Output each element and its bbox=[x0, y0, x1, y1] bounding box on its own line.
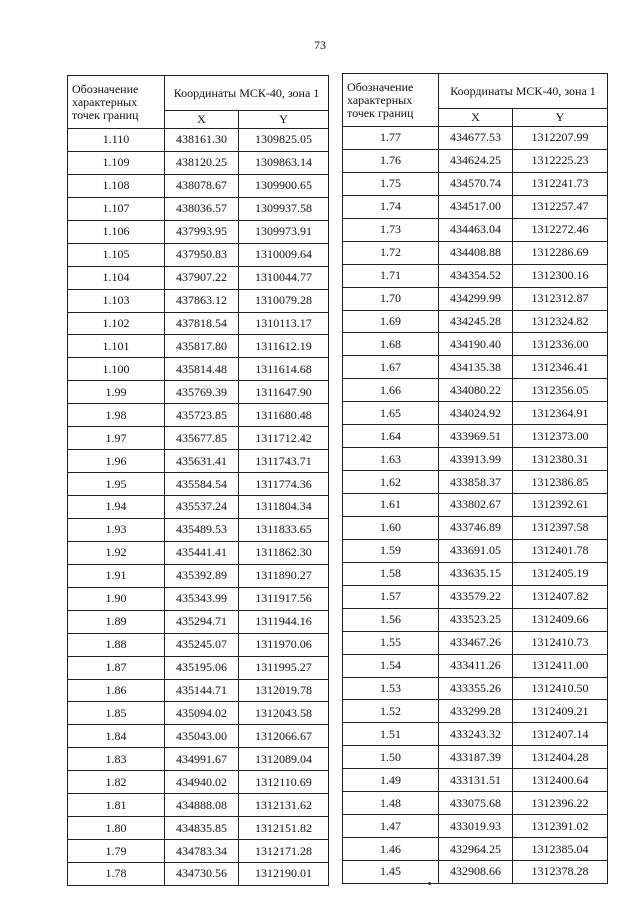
coordinates-table-left bbox=[67, 75, 329, 886]
table-row bbox=[343, 310, 608, 333]
table-row bbox=[343, 585, 608, 608]
table-row bbox=[343, 494, 608, 517]
y-cell: 1312346.41 bbox=[513, 356, 608, 379]
x-cell: 433858.37 bbox=[439, 471, 513, 494]
table-row bbox=[343, 264, 608, 287]
y-cell: 1312207.99 bbox=[513, 127, 608, 150]
point-id-cell: 1.109 bbox=[68, 151, 165, 174]
y-cell: 1310044.77 bbox=[239, 266, 329, 289]
y-cell: 1312407.82 bbox=[513, 585, 608, 608]
point-id-cell: 1.78 bbox=[68, 863, 165, 886]
table-row bbox=[68, 587, 329, 610]
y-cell: 1312019.78 bbox=[239, 679, 329, 702]
y-cell: 1312378.28 bbox=[513, 861, 608, 884]
x-cell: 434835.85 bbox=[165, 817, 239, 840]
table-row bbox=[343, 608, 608, 631]
y-cell: 1311612.19 bbox=[239, 335, 329, 358]
point-id-cell: 1.87 bbox=[68, 656, 165, 679]
y-cell: 1309863.14 bbox=[239, 151, 329, 174]
y-cell: 1312397.58 bbox=[513, 516, 608, 539]
x-cell: 435144.71 bbox=[165, 679, 239, 702]
table-row bbox=[343, 379, 608, 402]
table-row bbox=[68, 518, 329, 541]
y-cell: 1312410.73 bbox=[513, 631, 608, 654]
y-cell: 1310079.28 bbox=[239, 289, 329, 312]
x-cell: 434991.67 bbox=[165, 748, 239, 771]
table-row bbox=[343, 539, 608, 562]
x-cell: 435392.89 bbox=[165, 564, 239, 587]
point-id-cell: 1.108 bbox=[68, 174, 165, 197]
table-row bbox=[343, 172, 608, 195]
point-id-cell: 1.45 bbox=[343, 861, 439, 884]
y-cell: 1312373.00 bbox=[513, 425, 608, 448]
point-id-cell: 1.75 bbox=[343, 172, 439, 195]
y-cell: 1311944.16 bbox=[239, 610, 329, 633]
x-cell: 437818.54 bbox=[165, 312, 239, 335]
table-row bbox=[68, 266, 329, 289]
table-row bbox=[343, 402, 608, 425]
x-cell: 434677.53 bbox=[439, 127, 513, 150]
x-cell: 432908.66 bbox=[439, 861, 513, 884]
header-y: Y bbox=[239, 111, 329, 129]
table-row bbox=[68, 840, 329, 863]
table-row bbox=[68, 794, 329, 817]
y-cell: 1311680.48 bbox=[239, 404, 329, 427]
y-cell: 1312190.01 bbox=[239, 863, 329, 886]
point-id-cell: 1.91 bbox=[68, 564, 165, 587]
x-cell: 434190.40 bbox=[439, 333, 513, 356]
y-cell: 1311614.68 bbox=[239, 358, 329, 381]
point-id-cell: 1.82 bbox=[68, 771, 165, 794]
scan-dot bbox=[428, 882, 431, 885]
point-id-cell: 1.70 bbox=[343, 287, 439, 310]
point-id-cell: 1.63 bbox=[343, 448, 439, 471]
point-id-cell: 1.56 bbox=[343, 608, 439, 631]
point-id-cell: 1.80 bbox=[68, 817, 165, 840]
x-cell: 433243.32 bbox=[439, 723, 513, 746]
y-cell: 1312286.69 bbox=[513, 241, 608, 264]
table-row bbox=[68, 610, 329, 633]
table-row bbox=[68, 633, 329, 656]
x-cell: 435814.48 bbox=[165, 358, 239, 381]
x-cell: 434299.99 bbox=[439, 287, 513, 310]
table-row bbox=[68, 174, 329, 197]
table-row bbox=[343, 769, 608, 792]
table-row bbox=[343, 631, 608, 654]
table-row bbox=[68, 564, 329, 587]
point-id-cell: 1.102 bbox=[68, 312, 165, 335]
point-id-cell: 1.68 bbox=[343, 333, 439, 356]
y-cell: 1312324.82 bbox=[513, 310, 608, 333]
table-row bbox=[343, 792, 608, 815]
x-cell: 433075.68 bbox=[439, 792, 513, 815]
x-cell: 433746.89 bbox=[439, 516, 513, 539]
y-cell: 1309973.91 bbox=[239, 220, 329, 243]
table-row bbox=[68, 129, 329, 152]
point-id-cell: 1.64 bbox=[343, 425, 439, 448]
point-id-cell: 1.85 bbox=[68, 702, 165, 725]
y-cell: 1312409.21 bbox=[513, 700, 608, 723]
x-cell: 434245.28 bbox=[439, 310, 513, 333]
y-cell: 1312380.31 bbox=[513, 448, 608, 471]
point-id-cell: 1.94 bbox=[68, 496, 165, 519]
header-coords-label: Координаты МСК-40, зона 1 bbox=[165, 76, 329, 111]
y-cell: 1311862.30 bbox=[239, 541, 329, 564]
table-row bbox=[68, 473, 329, 496]
point-id-cell: 1.49 bbox=[343, 769, 439, 792]
point-id-cell: 1.47 bbox=[343, 815, 439, 838]
y-cell: 1312410.50 bbox=[513, 677, 608, 700]
x-cell: 435769.39 bbox=[165, 381, 239, 404]
table-row bbox=[343, 861, 608, 884]
table-row bbox=[343, 241, 608, 264]
table-row bbox=[68, 450, 329, 473]
table-row bbox=[68, 656, 329, 679]
y-cell: 1309825.05 bbox=[239, 129, 329, 152]
point-id-cell: 1.60 bbox=[343, 516, 439, 539]
point-id-cell: 1.50 bbox=[343, 746, 439, 769]
x-cell: 437993.95 bbox=[165, 220, 239, 243]
point-id-cell: 1.51 bbox=[343, 723, 439, 746]
x-cell: 435817.80 bbox=[165, 335, 239, 358]
page-number: 73 bbox=[314, 38, 326, 52]
table-row bbox=[68, 748, 329, 771]
x-cell: 437863.12 bbox=[165, 289, 239, 312]
table-row bbox=[343, 448, 608, 471]
x-cell: 435631.41 bbox=[165, 450, 239, 473]
y-cell: 1312392.61 bbox=[513, 494, 608, 517]
header-x: X bbox=[439, 109, 513, 127]
x-cell: 432964.25 bbox=[439, 838, 513, 861]
table-row bbox=[343, 677, 608, 700]
x-cell: 434463.04 bbox=[439, 218, 513, 241]
y-cell: 1309900.65 bbox=[239, 174, 329, 197]
y-cell: 1312364.91 bbox=[513, 402, 608, 425]
point-id-cell: 1.100 bbox=[68, 358, 165, 381]
x-cell: 438078.67 bbox=[165, 174, 239, 197]
x-cell: 434570.74 bbox=[439, 172, 513, 195]
x-cell: 438161.30 bbox=[165, 129, 239, 152]
y-cell: 1312066.67 bbox=[239, 725, 329, 748]
point-id-cell: 1.48 bbox=[343, 792, 439, 815]
x-cell: 433355.26 bbox=[439, 677, 513, 700]
point-id-cell: 1.55 bbox=[343, 631, 439, 654]
y-cell: 1312411.00 bbox=[513, 654, 608, 677]
table-row bbox=[68, 289, 329, 312]
table-row bbox=[68, 817, 329, 840]
table-row bbox=[68, 381, 329, 404]
x-cell: 434080.22 bbox=[439, 379, 513, 402]
y-cell: 1312272.46 bbox=[513, 218, 608, 241]
point-id-cell: 1.90 bbox=[68, 587, 165, 610]
x-cell: 434135.38 bbox=[439, 356, 513, 379]
x-cell: 438036.57 bbox=[165, 197, 239, 220]
table-row bbox=[343, 516, 608, 539]
x-cell: 433691.05 bbox=[439, 539, 513, 562]
y-cell: 1310113.17 bbox=[239, 312, 329, 335]
table-row bbox=[343, 654, 608, 677]
y-cell: 1312131.62 bbox=[239, 794, 329, 817]
table-row bbox=[343, 425, 608, 448]
point-id-cell: 1.53 bbox=[343, 677, 439, 700]
point-id-cell: 1.95 bbox=[68, 473, 165, 496]
point-id-cell: 1.59 bbox=[343, 539, 439, 562]
y-cell: 1312336.00 bbox=[513, 333, 608, 356]
point-id-cell: 1.89 bbox=[68, 610, 165, 633]
y-cell: 1311647.90 bbox=[239, 381, 329, 404]
point-id-cell: 1.62 bbox=[343, 471, 439, 494]
table-row bbox=[68, 243, 329, 266]
x-cell: 435723.85 bbox=[165, 404, 239, 427]
point-id-cell: 1.106 bbox=[68, 220, 165, 243]
x-cell: 433635.15 bbox=[439, 562, 513, 585]
x-cell: 434354.52 bbox=[439, 264, 513, 287]
x-cell: 435294.71 bbox=[165, 610, 239, 633]
y-cell: 1312405.19 bbox=[513, 562, 608, 585]
table-row bbox=[343, 195, 608, 218]
point-id-cell: 1.104 bbox=[68, 266, 165, 289]
y-cell: 1312043.58 bbox=[239, 702, 329, 725]
table-body-right bbox=[343, 127, 608, 884]
y-cell: 1312171.28 bbox=[239, 840, 329, 863]
table-row bbox=[343, 356, 608, 379]
y-cell: 1312257.47 bbox=[513, 195, 608, 218]
header-point-label: Обозначение характерных точек границ bbox=[68, 76, 165, 129]
table-row bbox=[343, 333, 608, 356]
x-cell: 435094.02 bbox=[165, 702, 239, 725]
table-row bbox=[68, 541, 329, 564]
y-cell: 1312407.14 bbox=[513, 723, 608, 746]
point-id-cell: 1.81 bbox=[68, 794, 165, 817]
x-cell: 435195.06 bbox=[165, 656, 239, 679]
y-cell: 1312385.04 bbox=[513, 838, 608, 861]
table-row bbox=[343, 218, 608, 241]
y-cell: 1310009.64 bbox=[239, 243, 329, 266]
table-row bbox=[68, 725, 329, 748]
x-cell: 437950.83 bbox=[165, 243, 239, 266]
point-id-cell: 1.69 bbox=[343, 310, 439, 333]
y-cell: 1309937.58 bbox=[239, 197, 329, 220]
coordinates-table-right bbox=[342, 73, 608, 884]
x-cell: 433969.51 bbox=[439, 425, 513, 448]
x-cell: 433467.26 bbox=[439, 631, 513, 654]
x-cell: 435489.53 bbox=[165, 518, 239, 541]
point-id-cell: 1.72 bbox=[343, 241, 439, 264]
y-cell: 1312400.64 bbox=[513, 769, 608, 792]
point-id-cell: 1.54 bbox=[343, 654, 439, 677]
y-cell: 1312396.22 bbox=[513, 792, 608, 815]
x-cell: 433913.99 bbox=[439, 448, 513, 471]
y-cell: 1311917.56 bbox=[239, 587, 329, 610]
table-row bbox=[68, 335, 329, 358]
x-cell: 433579.22 bbox=[439, 585, 513, 608]
x-cell: 434517.00 bbox=[439, 195, 513, 218]
x-cell: 434888.08 bbox=[165, 794, 239, 817]
x-cell: 433019.93 bbox=[439, 815, 513, 838]
point-id-cell: 1.74 bbox=[343, 195, 439, 218]
table-body-left bbox=[68, 129, 329, 886]
point-id-cell: 1.98 bbox=[68, 404, 165, 427]
x-cell: 437907.22 bbox=[165, 266, 239, 289]
point-id-cell: 1.58 bbox=[343, 562, 439, 585]
y-cell: 1312404.28 bbox=[513, 746, 608, 769]
point-id-cell: 1.66 bbox=[343, 379, 439, 402]
y-cell: 1311774.36 bbox=[239, 473, 329, 496]
header-coords-label: Координаты МСК-40, зона 1 bbox=[439, 74, 608, 109]
x-cell: 435245.07 bbox=[165, 633, 239, 656]
point-id-cell: 1.46 bbox=[343, 838, 439, 861]
y-cell: 1312151.82 bbox=[239, 817, 329, 840]
x-cell: 433299.28 bbox=[439, 700, 513, 723]
point-id-cell: 1.97 bbox=[68, 427, 165, 450]
table-row bbox=[68, 702, 329, 725]
x-cell: 435677.85 bbox=[165, 427, 239, 450]
y-cell: 1311995.27 bbox=[239, 656, 329, 679]
y-cell: 1312225.23 bbox=[513, 149, 608, 172]
point-id-cell: 1.93 bbox=[68, 518, 165, 541]
point-id-cell: 1.110 bbox=[68, 129, 165, 152]
table-row bbox=[343, 562, 608, 585]
y-cell: 1312386.85 bbox=[513, 471, 608, 494]
table-row bbox=[68, 679, 329, 702]
table-row bbox=[68, 863, 329, 886]
y-cell: 1311804.34 bbox=[239, 496, 329, 519]
point-id-cell: 1.86 bbox=[68, 679, 165, 702]
point-id-cell: 1.84 bbox=[68, 725, 165, 748]
y-cell: 1312356.05 bbox=[513, 379, 608, 402]
x-cell: 435343.99 bbox=[165, 587, 239, 610]
point-id-cell: 1.92 bbox=[68, 541, 165, 564]
point-id-cell: 1.88 bbox=[68, 633, 165, 656]
y-cell: 1311890.27 bbox=[239, 564, 329, 587]
point-id-cell: 1.76 bbox=[343, 149, 439, 172]
y-cell: 1311743.71 bbox=[239, 450, 329, 473]
y-cell: 1311833.65 bbox=[239, 518, 329, 541]
table-row bbox=[343, 838, 608, 861]
point-id-cell: 1.96 bbox=[68, 450, 165, 473]
x-cell: 435584.54 bbox=[165, 473, 239, 496]
table-row bbox=[343, 471, 608, 494]
table-row bbox=[68, 197, 329, 220]
x-cell: 433187.39 bbox=[439, 746, 513, 769]
point-id-cell: 1.71 bbox=[343, 264, 439, 287]
table-row bbox=[343, 127, 608, 150]
x-cell: 434024.92 bbox=[439, 402, 513, 425]
point-id-cell: 1.73 bbox=[343, 218, 439, 241]
table-row bbox=[343, 287, 608, 310]
x-cell: 435441.41 bbox=[165, 541, 239, 564]
y-cell: 1312312.87 bbox=[513, 287, 608, 310]
table-row bbox=[343, 149, 608, 172]
x-cell: 434940.02 bbox=[165, 771, 239, 794]
point-id-cell: 1.101 bbox=[68, 335, 165, 358]
x-cell: 434783.34 bbox=[165, 840, 239, 863]
y-cell: 1312391.02 bbox=[513, 815, 608, 838]
x-cell: 434408.88 bbox=[439, 241, 513, 264]
table-row bbox=[343, 746, 608, 769]
table-row bbox=[68, 312, 329, 335]
point-id-cell: 1.52 bbox=[343, 700, 439, 723]
x-cell: 438120.25 bbox=[165, 151, 239, 174]
point-id-cell: 1.57 bbox=[343, 585, 439, 608]
point-id-cell: 1.79 bbox=[68, 840, 165, 863]
y-cell: 1312110.69 bbox=[239, 771, 329, 794]
y-cell: 1312241.73 bbox=[513, 172, 608, 195]
table-row bbox=[68, 771, 329, 794]
header-point-label: Обозначение характерных точек границ bbox=[343, 74, 439, 127]
x-cell: 435537.24 bbox=[165, 496, 239, 519]
point-id-cell: 1.77 bbox=[343, 127, 439, 150]
y-cell: 1312089.04 bbox=[239, 748, 329, 771]
table-row bbox=[68, 151, 329, 174]
y-cell: 1312409.66 bbox=[513, 608, 608, 631]
point-id-cell: 1.65 bbox=[343, 402, 439, 425]
x-cell: 433802.67 bbox=[439, 494, 513, 517]
header-y: Y bbox=[513, 109, 608, 127]
table-row bbox=[68, 220, 329, 243]
table-row bbox=[343, 723, 608, 746]
y-cell: 1311970.06 bbox=[239, 633, 329, 656]
point-id-cell: 1.61 bbox=[343, 494, 439, 517]
point-id-cell: 1.83 bbox=[68, 748, 165, 771]
x-cell: 433411.26 bbox=[439, 654, 513, 677]
table-row bbox=[68, 358, 329, 381]
table-row bbox=[68, 496, 329, 519]
point-id-cell: 1.107 bbox=[68, 197, 165, 220]
y-cell: 1312300.16 bbox=[513, 264, 608, 287]
x-cell: 433131.51 bbox=[439, 769, 513, 792]
point-id-cell: 1.67 bbox=[343, 356, 439, 379]
table-row bbox=[343, 815, 608, 838]
x-cell: 433523.25 bbox=[439, 608, 513, 631]
table-row bbox=[68, 427, 329, 450]
point-id-cell: 1.105 bbox=[68, 243, 165, 266]
y-cell: 1312401.78 bbox=[513, 539, 608, 562]
table-row bbox=[68, 404, 329, 427]
point-id-cell: 1.99 bbox=[68, 381, 165, 404]
y-cell: 1311712.42 bbox=[239, 427, 329, 450]
table-row bbox=[343, 700, 608, 723]
x-cell: 435043.00 bbox=[165, 725, 239, 748]
x-cell: 434730.56 bbox=[165, 863, 239, 886]
x-cell: 434624.25 bbox=[439, 149, 513, 172]
point-id-cell: 1.103 bbox=[68, 289, 165, 312]
header-x: X bbox=[165, 111, 239, 129]
